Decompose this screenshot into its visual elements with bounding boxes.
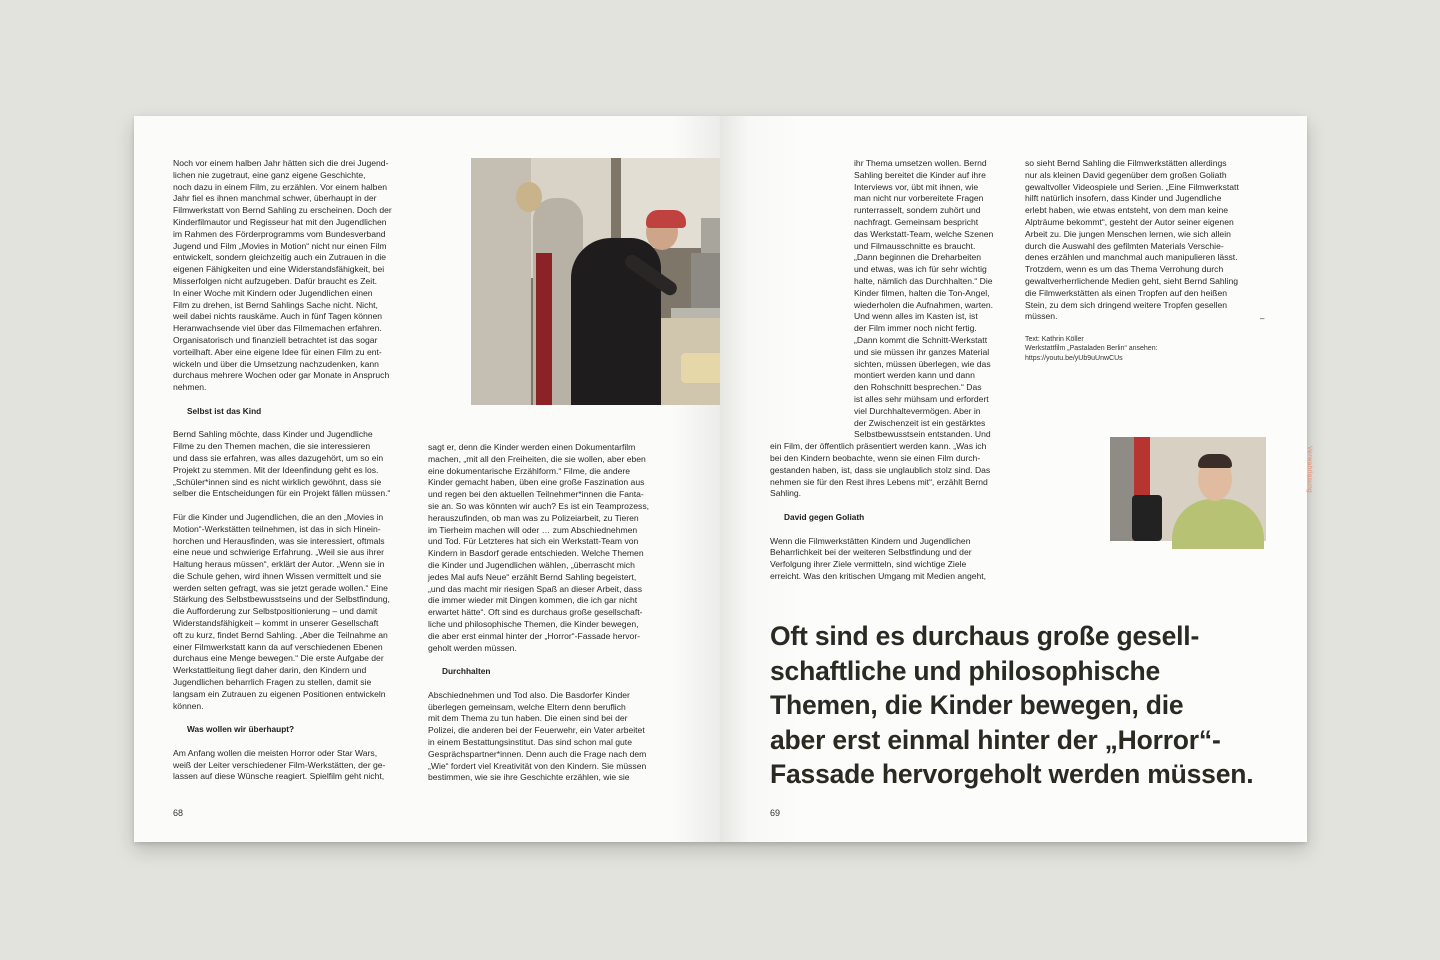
left-page — [134, 116, 720, 842]
magazine-spread — [134, 116, 1313, 842]
page-number-left: 68 — [173, 808, 184, 818]
end-mark: – — [1260, 314, 1265, 323]
paragraph: Am Anfang wollen die meisten Horror oder Star Wars, weiß der Leiter verschiedener Film-Werkstätten, der ge- lassen auf diese Wünsche reagiert. Spielfilm geht nicht, — [173, 747, 386, 782]
right-column-1 — [770, 158, 1015, 583]
paragraph: so sieht Bernd Sahling die Filmwerkstätten allerdings nur als kleinen David gegenüber dem großen Goliath gewaltvoller Videospiele und Serien. „Eine Filmwerkstatt hilft natürlich insofern, dass Kinder und Jugendliche erlebt haben, wie etwas entsteht, von dem man keine Alpträume bekommt“, gesteht der Autor seiner eigenen Arbeit zu. Die jungen Menschen lernen, wie sich allein durch die Auswahl des gefilmten Materials Verschie- denes erzählen und manchmal auch manipulieren lässt. Trotzdem, wenn es um das Thema Verrohung durch gewaltverherrlichende Medien geht, sieht Bernd Sahling die Filmwerkstätten als einen Tropfen auf den heißen Stein, zu dem sich dringend weitere Tropfen gesellen müssen. — [1025, 158, 1239, 322]
page-number-right: 69 — [770, 808, 781, 818]
right-column-2 — [1025, 158, 1275, 363]
paragraph: ein Film, der öffentlich präsentiert werden kann. „Was ich bei den Kindern beobachte, wenn sie einen Film durch- gestanden haben, ist, dass sie unglaublich stolz sind. Das nehmen sie für den Rest ihres Lebens mit“, erzählt Bernd Sahling. — [770, 441, 991, 499]
right-page — [720, 116, 1313, 842]
left-column-1 — [173, 158, 418, 783]
paragraph: Bernd Sahling möchte, dass Kinder und Jugendliche Filme zu den Themen machen, die sie interessieren und dass sie erfahren, was alles dazugehört, um so ein Projekt zu stemmen. Mit der Ideenfindung geht es los. „Schüler*innen sind es nicht wirklich gewöhnt, dass sie selber die Entscheidungen für ein Projekt fällen müssen.“ — [173, 429, 391, 499]
credits — [1025, 335, 1275, 364]
section-heading-was-wollen: Was wollen wir überhaupt? — [187, 724, 295, 735]
section-heading-durchhalten: Durchhalten — [442, 666, 491, 677]
left-column-2 — [428, 442, 673, 784]
paragraph: ihr Thema umsetzen wollen. Bernd Sahling bereitet die Kinder auf ihre Interviews vor, übt mit ihnen, wie man nicht nur vorbereitete Fragen runterrasselt, sondern zuhört und nachfragt. Gemeinsam bespricht das Werkstatt-Team, welche Szenen und Filmausschnitte es braucht. „Dann beginnen die Dreharbeiten und etwas, was ich für sehr wichtig halte, nämlich das Durchhalten.“ Die Kinder filmen, halten die Ton-Angel, wiederholen die Aufnahmen, warten. Und wenn alles im Kasten ist, ist der Film immer noch nicht fertig. „Dann kommt die Schnitt-Werkstatt und sie müssen ihr ganzes Material sichten, müssen überlegen, wie das montiert werden kann und dann den Rohschnitt besprechen.“ Das ist alles sehr mühsam und erfordert viel Durchhaltevermögen. Aber in der Zwischenzeit ist ein gestärktes Selbstbewusstsein entstanden. Und — [854, 158, 994, 440]
pull-quote: Oft sind es durchaus große gesell- schaftliche und philosophische Themen, die Kinder bewegen, die aber erst einmal hinter der „Horror“- Fassade hervorgeholt werden müssen. — [770, 621, 1254, 789]
paragraph: sagt er, denn die Kinder werden einen Dokumentarfilm machen, „mit all den Freiheiten, die sie wollen, aber eben eine dokumentarische Erzählform.“ Filme, die andere Kinder gemacht haben, üben eine große Faszination aus und regen bei den aktuellen Teilnehmer*innen die Fanta- sie an. So was könnten wir auch? Es ist ein Teamprozess, herauszufinden, ob man was zu Polizeiarbeit, zu Tieren im Tierheim machen will oder … zum Abschiednehmen und Tod. Für Letzteres hat sich ein Werkstatt-Team von Kindern in Basdorf gerade entschieden. Welche Themen die Kinder und Jugendlichen wählen, „überrascht mich jedes Mal aufs Neue“ erzählt Bernd Sahling begeistert, „und das macht mir riesigen Spaß an dieser Arbeit, dass die immer wieder mit Dingen kommen, die ich gar nicht erwartet hätte“. Oft sind es durchaus große gesellschaft- liche und philosophische Themen, die Kinder bewegen, die aber erst einmal hinter der „Horror“-Fassade hervor- geholt werden müssen. — [428, 442, 650, 653]
paragraph: Für die Kinder und Jugendlichen, die an den „Movies in Motion“-Werkstätten teilnehmen, ist das in sich Hinein- horchen und Herausfinden, was sie interessiert, oftmals eine neue und schwierige Erfahrung. „Weil sie aus ihrer Haltung heraus müssen“, erklärt der Autor. „Wenn sie in die Schule gehen, wird ihnen Wissen vermittelt und sie werden selten gefragt, was sie jetzt gerade wollen.“ Eine Stärkung des Selbstbewusstseins und der Selbstfindung, die Aufforderung zur Selbstpositionierung – und damit Widerstandsfähigkeit – kommt in unserer Gesellschaft oft zu kurz, findet Bernd Sahling. „Aber die Teilnahme an einer Filmwerkstatt kann da auf verschiedenen Ebenen durchaus eine Menge bewegen.“ Die erste Aufgabe der Werkstattleitung liegt daher darin, den Kindern und Jugendlichen beharrlich Fragen zu stellen, damit sie langsam ein Zutrauen zu eigenen Positionen entwickeln können. — [173, 511, 390, 711]
paragraph: Abschiednehmen und Tod also. Die Basdorfer Kinder überlegen gemeinsam, welche Eltern denn beruflich mit dem Thema zu tun haben. Die einen sind bei der Polizei, die anderen bei der Feuerwehr, ein Vater arbeitet in einem Bestattungsinstitut. Das sind schon mal gute Gesprächspartner*innen. Denn auch die Frage nach dem „Wie“ fordert viel Kreativität von den Kindern. Sie müssen bestimmen, wie sie ihre Geschichte erzählen, wie sie — [428, 689, 647, 783]
side-label: Verwahrlosung — [1306, 446, 1313, 493]
section-heading-david: David gegen Goliath — [784, 511, 865, 522]
paragraph: Wenn die Filmwerkstätten Kindern und Jugendlichen Beharrlichkeit bei der weiteren Selbstfindung und der Verfolgung ihrer Ziele vermitteln, sind wichtige Ziele erreicht. Was den kritischen Umgang mit Medien angeht, — [770, 535, 987, 581]
credit-url[interactable]: https://youtu.be/yUb9uUnwCUs — [1025, 354, 1123, 362]
intro-paragraph: Noch vor einem halben Jahr hätten sich die drei Jugend- lichen nie zugetraut, eine ganz eigene Geschichte, noch dazu in einem Film, zu erzählen. Vor einem halben Jahr fiel es ihnen manchmal schwer, überhaupt in der Filmwerkstatt von Bernd Sahling zu erscheinen. Doch der Kinderfilmautor und Regisseur hat mit den Jugendlichen im Rahmen des Förderprogramms vom Bundesverband Jugend und Film „Movies in Motion“ nicht nur einen Film entwickelt, sondern gleichzeitig auch ein Zutrauen in die eigenen Fähigkeiten und eine Widerstandsfähigkeit, bei Misserfolgen nicht aufzugeben. Dafür braucht es Zeit. In einer Woche mit Kindern oder Jugendlichen einen Film zu drehen, ist Bernd Sahlings Sache nicht. Nicht, weil dabei nichts rauskäme. Auch in fünf Tagen können Heranwachsende viel über das Filmemachen erfahren. Organisatorisch und finanziell betrachtet ist das sogar vorteilhaft. Aber eine eigene Idee für einen Film zu ent- wickeln und über die Umsetzung nachzudenken, kann durchaus mehrere Wochen oder gar Monate in Anspruch nehmen. — [173, 158, 392, 393]
video-call-photo — [1110, 437, 1266, 541]
credit-film: Werkstattfilm „Pastaladen Berlin“ ansehen: — [1025, 345, 1158, 353]
section-heading-selbst: Selbst ist das Kind — [187, 405, 262, 416]
credit-author: Text: Kathrin Köller — [1025, 335, 1084, 343]
